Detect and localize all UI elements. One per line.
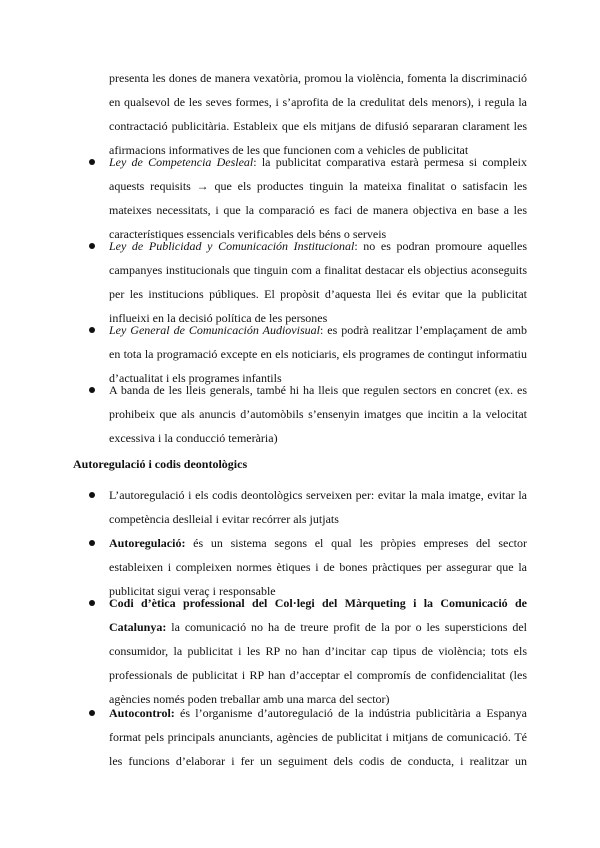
text-line: presenta les dones de manera vexatòria, promou la violència, fomenta la discriminació bbox=[109, 71, 527, 85]
term-label: Codi d’ètica professional del Col·legi del Màrqueting i la Comunicació de bbox=[109, 596, 527, 610]
list-item-codi-etica bbox=[109, 591, 527, 711]
law-title: Ley de Publicidad y Comunicación Institucional bbox=[109, 239, 355, 253]
text-line: mateixes necessitats, i que la comparació es faci de manera objectiva en base a les bbox=[109, 203, 527, 217]
text-line: d’actualitat i els programes infantils bbox=[109, 371, 282, 385]
law-text: : no es podran promoure aquelles bbox=[354, 239, 527, 253]
text-line: en qualsevol de les seves formes, i s’aprofita de la credulitat dels menors), i regula la bbox=[109, 95, 527, 109]
text-line: influeixi en la decisió política de les persones bbox=[109, 311, 328, 325]
bullet-icon bbox=[89, 159, 95, 165]
bullet-icon bbox=[89, 387, 95, 393]
bullet-icon bbox=[89, 600, 95, 606]
text-line: les funcions d’elaborar i fer un seguiment dels codis de conducta, i realitzar un bbox=[109, 754, 527, 768]
list-item-law-publicidad bbox=[109, 234, 527, 330]
bullet-icon bbox=[89, 492, 95, 498]
law-text: : la publicitat comparativa estarà permesa si compleix bbox=[253, 155, 527, 169]
text-line: característiques essencials verificables dels béns o serveis bbox=[109, 227, 387, 241]
text-line: afirmacions informatives de les que funcionen com a vehicles de publicitat bbox=[109, 143, 469, 157]
text-line: professionals de publicitat i RP han d’acceptar el compromís de confidencialitat (les bbox=[109, 668, 527, 682]
text-line: format pels principals anunciants, agències de publicitat i mitjans de comunicació. Té bbox=[109, 730, 527, 744]
intro-paragraph bbox=[109, 66, 527, 162]
law-title: Ley General de Comunicación Audiovisual bbox=[109, 323, 320, 337]
bullet-icon bbox=[89, 710, 95, 716]
term-label: Autocontrol: bbox=[109, 706, 175, 720]
text-line: aquests requisits → que els productes tinguin la mateixa finalitat o satisfacin les bbox=[109, 179, 527, 193]
text-line: estableixen i compleixen normes ètiques i de bones pràctiques per assegurar que la bbox=[109, 560, 527, 574]
text-line: prohibeix que als anuncis d’automòbils s’ensenyin imatges que incitin a la velocitat bbox=[109, 407, 527, 421]
text-line: contractació publicitària. Estableix que els mitjans de difusió separaran clarament les bbox=[109, 119, 527, 133]
bullet-icon bbox=[89, 540, 95, 546]
list-item-autoregulacio-intro bbox=[109, 483, 527, 531]
text-line: A banda de les lleis generals, també hi ha lleis que regulen sectors en concret (ex. es bbox=[109, 383, 527, 397]
term-text: la comunicació no ha de treure profit de la por o les supersticions del bbox=[166, 620, 527, 634]
text-line: consumidor, la publicitat i les RP no han d’incitar cap tipus de violència; tots els bbox=[109, 644, 527, 658]
bullet-icon bbox=[89, 327, 95, 333]
term-text: és un sistema segons el qual les pròpies empreses del sector bbox=[185, 536, 527, 550]
text-line: per les institucions públiques. El propòsit d’aquesta llei és evitar que la publicitat bbox=[109, 287, 527, 301]
list-item-other-laws bbox=[109, 378, 527, 450]
law-text: : es podrà realitzar l’emplaçament de amb bbox=[319, 323, 527, 337]
term-label: Autoregulació: bbox=[109, 536, 186, 550]
term-label-cont: Catalunya: bbox=[109, 620, 167, 634]
text-line: en tota la programació excepte en els noticiaris, els programes de contingut informatiu bbox=[109, 347, 527, 361]
term-text: és l’organisme d’autoregulació de la indústria publicitària a Espanya bbox=[174, 706, 527, 720]
text-line: publicitat sigui veraç i responsable bbox=[109, 584, 276, 598]
text-line: campanyes institucionals que tinguin com a finalitat destacar els objectius aconseguits bbox=[109, 263, 527, 277]
list-item-autocontrol bbox=[109, 701, 527, 773]
bullet-icon bbox=[89, 243, 95, 249]
text-line: agències només poden treballar amb una marca del sector) bbox=[109, 692, 390, 706]
list-item-law-competencia bbox=[109, 150, 527, 246]
text-line: competència deslleial i evitar recórrer als jutjats bbox=[109, 512, 339, 526]
text-line: excessiva i la conducció temerària) bbox=[109, 431, 278, 445]
text-line: L’autoregulació i els codis deontològics serveixen per: evitar la mala imatge, evitar la bbox=[109, 488, 527, 502]
section-heading: Autoregulació i codis deontològics bbox=[73, 457, 248, 471]
law-title: Ley de Competencia Desleal bbox=[109, 155, 254, 169]
